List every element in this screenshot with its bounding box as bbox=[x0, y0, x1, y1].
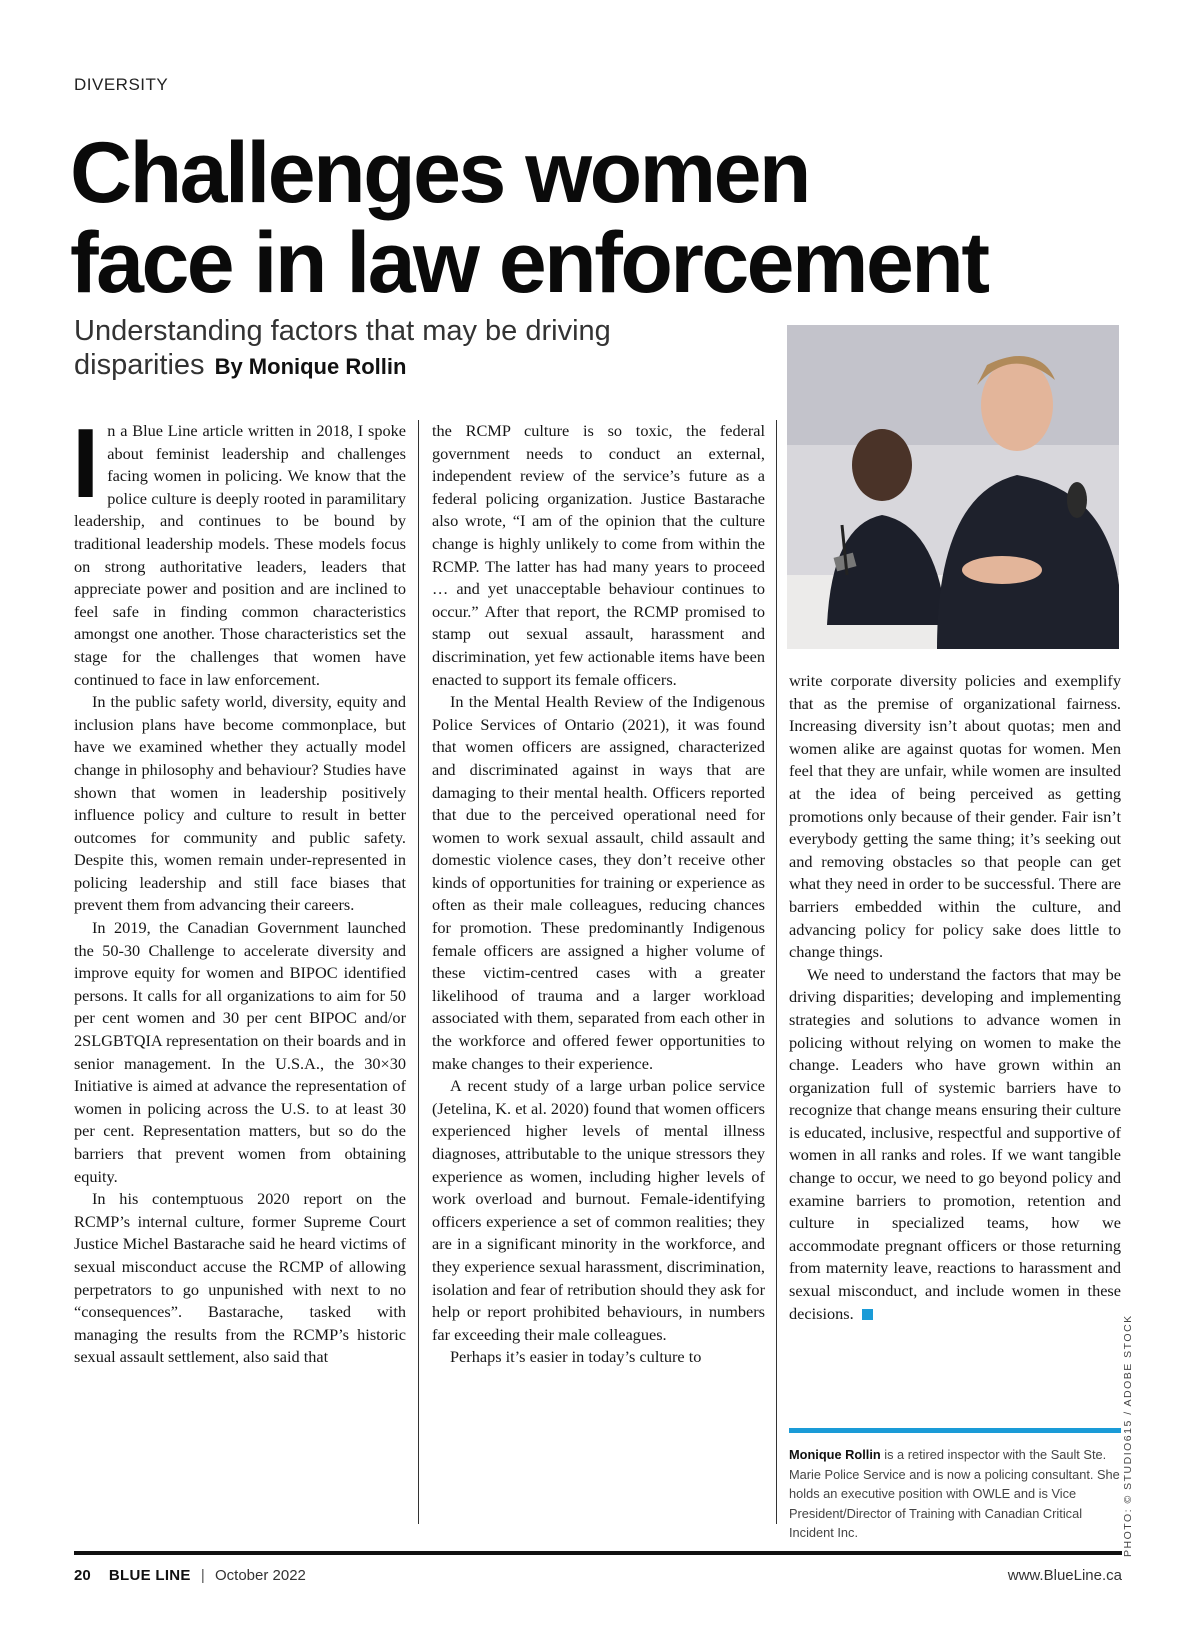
paragraph: the RCMP culture is so toxic, the federal government needs to conduct an external, independent review of the service’s future as a federal policing organization. Justice Bastarache also wrote, “I am of the opinion that the culture change is highly unlikely to come from within the RCMP. The latter has had many years to proceed … and yet unacceptable behaviour continues to occur.” After that report, the RCMP promised to stamp out sexual assault, harassment and discrimination, yet few actionable items have been enacted to support its female officers. bbox=[432, 421, 765, 689]
paragraph: In the public safety world, diversity, equity and inclusion plans have become commonplace, but have we examined whether they actually model change in philosophy and behaviour? Studies have shown that women in leadership positively influence policy and culture to result in better outcomes for community and public safety. Despite this, women remain under-represented in policing leadership and still face biases that prevent them from advancing their careers. bbox=[74, 692, 406, 915]
paragraph: In the Mental Health Review of the Indigenous Police Services of Ontario (2021), it was found that women officers are assigned, characterized and discriminated against in ways that are damaging to their mental health. Officers reported that due to the perceived operational need for women to work sexual assault, child assault and domestic violence cases, they don’t receive other kinds of opportunities for training or experience as often as their male colleagues, reducing chances for promotion. These predominantly Indigenous female officers are assigned a higher volume of these victim-centred cases with a greater likelihood of trauma and a larger workload associated with them, separated from each other in the workforce and offered fewer opportunities to make changes to their experience. bbox=[432, 692, 765, 1073]
author-bio bbox=[789, 1445, 1121, 1543]
photo-credit: PHOTO: © STUDIO615 / ADOBE STOCK bbox=[1122, 1314, 1134, 1557]
page-footer bbox=[74, 1567, 1122, 1584]
page-number: 20 bbox=[74, 1567, 91, 1584]
article-photo bbox=[787, 325, 1119, 649]
policewomen-photo-illustration bbox=[787, 325, 1119, 649]
article-subtitle bbox=[74, 314, 754, 384]
paragraph bbox=[72, 408, 406, 691]
paragraph-text: n a Blue Line article written in 2018, I spoke about feminist leadership and challenges facing women in policing. We know that the police culture is deeply rooted in paramilitary leadership, and continues to be bound by traditional leadership models. These models focus on strong authoritative leaders, leaders that appreciate power and position and are inclined to feel safe in finding common characteristics amongst one another. Those characteristics set the stage for the challenges that women have continued to face in law enforcement. bbox=[74, 421, 406, 689]
article-column-3 bbox=[789, 670, 1121, 1325]
paragraph: Perhaps it’s easier in today’s culture to bbox=[450, 1347, 702, 1367]
paragraph: In his contemptuous 2020 report on the RCMP’s internal culture, former Supreme Court Justice Michel Bastarache said he heard victims of sexual misconduct accuse the RCMP of allowing perpetrators to go unpunished with next to no “consequences”. Bastarache, tasked with managing the results from the RCMP’s historic sexual assault settlement, also said that bbox=[74, 1189, 406, 1367]
paragraph bbox=[789, 964, 1121, 1326]
headline-line-2: face in law enforcement bbox=[70, 215, 988, 311]
column-divider bbox=[776, 420, 777, 1524]
footer-rule bbox=[74, 1551, 1122, 1555]
paragraph: In 2019, the Canadian Government launched the 50-30 Challenge to accelerate diversity and improve equity for women and BIPOC identified persons. It calls for all organizations to aim for 50 per cent women and 30 per cent BIPOC and/or 2SLGBTQIA representation on their boards and in senior management. In the U.S.A., the 30×30 Initiative is aimed at advance the representation of women in policing across the U.S. to at least 30 per cent. Representation matters, but so do the barriers that prevent women from obtaining equity. bbox=[74, 918, 406, 1186]
section-label: DIVERSITY bbox=[74, 75, 169, 94]
subtitle-text: Understanding factors that may be driving disparities bbox=[74, 315, 611, 381]
bio-text: is a retired inspector with the Sault Ste. Marie Police Service and is now a policing consultant. She holds an executive position with OWLE and is Vice President/Director of Training with Canadian Critical Incident Inc. bbox=[789, 1447, 1120, 1540]
bio-divider bbox=[789, 1428, 1121, 1433]
magazine-name: BLUE LINE bbox=[108, 1567, 191, 1584]
article-headline bbox=[70, 125, 1150, 311]
column-divider bbox=[418, 420, 419, 1524]
issue-date: October 2022 bbox=[214, 1567, 306, 1584]
article-column-2 bbox=[432, 420, 765, 1369]
footer-separator: | bbox=[200, 1567, 205, 1584]
paragraph: A recent study of a large urban police service (Jetelina, K. et al. 2020) found that women officers experienced higher levels of mental illness diagnoses, attributable to the unique stressors they experience as women, including higher levels of work overload and burnout. Female-identifying officers experience a set of common realities; they are in a significant minority in the workforce, and they experience sexual harassment, discrimination, isolation and fear of retribution should they ask for help or report prohibited behaviours, in numbers far exceeding their male colleagues. bbox=[432, 1076, 765, 1344]
article-column-1 bbox=[72, 408, 406, 1369]
paragraph-text: We need to understand the factors that may be driving disparities; developing and implementing strategies and solutions to advance women in policing without relying on women to make the change. Leaders who have grown within an organization full of systemic barriers have to recognize that change means ensuring their culture is educated, inclusive, respectful and supportive of women in all ranks and roles. If we want tangible change to occur, we need to go beyond policy and examine barriers to promotion, retention and culture in specialized teams, how we accommodate pregnant officers or those returning from maternity leave, reactions to harassment and sexual misconduct, and include women in these decisions. bbox=[789, 964, 1121, 1323]
paragraph: write corporate diversity policies and exemplify that as the premise of organizational fairness. Increasing diversity isn’t about quotas; men and women alike are against quotas for women. Men feel that they are unfair, while women are insulted at the idea of being perceived as getting promotions only because of their gender. Fair isn’t everybody getting the same thing; it’s seeking out and removing obstacles so that people can get what they need in order to be successful. There are barriers embedded within the culture, and advancing policy for policy sake does little to change things. bbox=[789, 671, 1121, 962]
drop-cap: I bbox=[72, 408, 100, 518]
website-link[interactable]: www.BlueLine.ca bbox=[1007, 1567, 1122, 1584]
end-of-article-mark bbox=[862, 1309, 873, 1320]
byline: By Monique Rollin bbox=[214, 354, 407, 379]
headline-line-1: Challenges women bbox=[70, 125, 809, 221]
bio-author-name: Monique Rollin bbox=[789, 1447, 881, 1462]
